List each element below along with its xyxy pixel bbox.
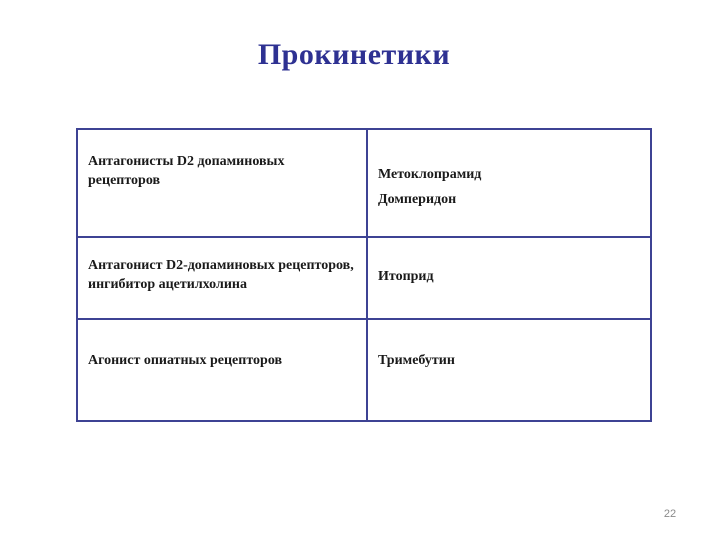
drug-class-cell (77, 129, 367, 237)
drug-name: Итоприд (378, 269, 434, 284)
prokinetics-table-container (76, 128, 652, 422)
drug-names-cell (367, 129, 651, 237)
table-row (77, 129, 651, 237)
slide-title: Прокинетики (257, 38, 451, 71)
drug-class-cell (77, 237, 367, 319)
drug-names-list (368, 320, 650, 370)
drug-class-label: Антагонисты D2 допаминовых рецепторов (88, 154, 285, 188)
drug-class-label: Агонист опиатных рецепторов (88, 353, 283, 368)
drug-name: Тримебутин (378, 353, 455, 368)
drug-names-list (368, 238, 650, 286)
drug-names-cell (367, 237, 651, 319)
drug-name: Метоклопрамид (378, 167, 482, 182)
drug-name: Домперидон (378, 192, 457, 207)
table-row (77, 319, 651, 421)
drug-class-cell (77, 319, 367, 421)
drug-names-list (368, 130, 650, 212)
drug-names-cell (367, 319, 651, 421)
prokinetics-table (76, 128, 652, 422)
table-row (77, 237, 651, 319)
page-number: 22 (663, 508, 677, 520)
drug-class-label: Антагонист D2-допаминовых рецепторов, ингибитор ацетилхолина (88, 258, 354, 292)
